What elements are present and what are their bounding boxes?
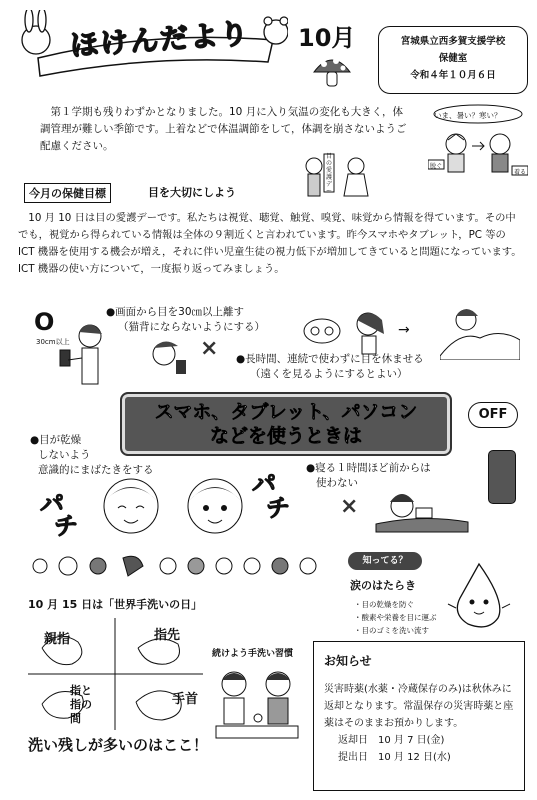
notice-title: お知らせ [324,654,372,668]
eye-day-illustration [300,152,380,204]
pachi-text-2b: チ [266,494,290,522]
teardrop-mascot-illustration [446,562,512,636]
handwash-warning: 洗い残しが多いのはここ！ [28,736,209,754]
girl-reading-phone-illustration [52,320,112,396]
off-label: OFF [478,407,508,422]
smartphone-icon [488,450,516,504]
tip-sleep-line1: ●寝る１時間ほど前からは [306,462,431,474]
eye-day-sign: 目の愛護デー [326,153,333,195]
tears-title: 涙のはたらき [350,579,416,592]
blinking-girl-illustration-2 [180,470,250,544]
blinking-girl-illustration-1 [96,470,166,544]
ok-circle-icon: O [34,308,55,336]
tip-distance-line1: ●画面から目を30㎝以上離す [106,306,245,318]
dress-label: 脱ぐ [430,163,443,170]
tip-distance-line2: （猫背にならないようにする） [118,321,265,333]
tip-rest-line1: ●長時間、連続で使わずに目を休ませる [236,353,424,365]
tears-list [354,598,437,637]
ict-heading-line1: スマホ、タブレット、パソコン [154,401,418,423]
hunched-girl-illustration [144,334,204,388]
handwash-kids-illustration [212,660,302,754]
arrow-right-icon: → [398,322,410,338]
notice-return-date: 返却日 10 月 7 日(金) [338,735,445,746]
temperature-bubble-text: いま、暑い？寒い？ [434,111,502,120]
handwash-habit-title: 続けよう手洗い習慣 [212,649,294,659]
intro-paragraph: 第１学期も残りわずかとなりました。10 月に入り気温の変化も大きく，体調管理が難しい季節です。上着などで体温調節をして，体調を崩さないようご配慮ください。 [40,106,407,152]
issue-date: 令和４年１０月６日 [410,70,496,81]
distance-label: 30cm以上 [36,338,70,346]
ict-heading-box [120,392,452,456]
issue-month: 10月 [298,24,356,52]
wash-label-wrist: 手首 [172,692,199,707]
pachi-text-1a: パ [40,490,64,518]
goal-label: 今月の保健目標 [24,183,111,203]
body-paragraph: 10 月 10 日は目の愛護デーです。私たちは視覚、聴覚、触覚、嗅覚、味覚から情報を得ています。その中でも，視覚から得られている情報は全体の９割近くと言われています。昨今スマホやタブレット，PC 等の ICT 機器を使用する機会が増え，それに伴い児童生徒の視力低下が増加してきていると問題になっています。ICT 機器の使い方について，一度振り返ってみましょう。 [18,212,522,275]
mushroom-icon [312,52,352,92]
handwash-title: 10 月 15 日は「世界手洗いの日」 [28,598,203,611]
newsletter-title: ほけんだより [69,16,252,63]
notice-box [313,641,525,791]
wash-label-thumb: 親指 [44,632,71,647]
school-info-box [378,26,528,94]
school-name: 宮城県立西多賀支援学校 [400,36,506,47]
tip-rest-line2: （遠くを見るようにするとよい） [250,368,408,380]
pachi-text-1b: チ [54,512,78,540]
wear-label: 着る [514,169,527,176]
tip-blink-line2: しないよう [38,449,91,461]
tip-sleep-line2: 使わない [316,477,358,489]
notice-submit-date: 提出日 10 月 12 日(水) [338,752,451,763]
ng-cross-icon-2: × [340,494,359,519]
ict-heading-line2: などを使うときは [209,425,362,447]
wash-label-between: 指と指の間 [70,684,92,725]
looking-far-illustration [440,300,520,364]
decorative-icon-row [28,552,328,584]
list-item: ・目のゴミを洗い流す [354,626,429,635]
know-bubble: 知ってる？ [348,552,422,570]
pachi-text-2a: パ [252,470,276,498]
ng-cross-icon: × [200,336,219,361]
tip-blink-line1: ●目が乾燥 [30,434,82,446]
notice-body: 災害時薬(水薬・冷蔵保存のみ)は秋休みに返却となります。常温保存の災害時薬と座薬はそのままお預かりします。 [324,684,514,729]
list-item: ・酸素や栄養を目に運ぶ [354,613,437,622]
wash-label-fingertips: 指先 [154,628,181,643]
off-bubble [468,402,518,428]
goal-theme: 目を大切にしよう [148,186,236,199]
tip-blink-line3: 意識的にまばたきをする [38,464,154,476]
monthly-goal [24,183,304,201]
girl-in-bed-illustration [372,484,472,538]
office-name: 保健室 [438,53,468,64]
stars-eyes-illustration [302,316,342,350]
list-item: ・目の乾燥を防ぐ [354,600,414,609]
